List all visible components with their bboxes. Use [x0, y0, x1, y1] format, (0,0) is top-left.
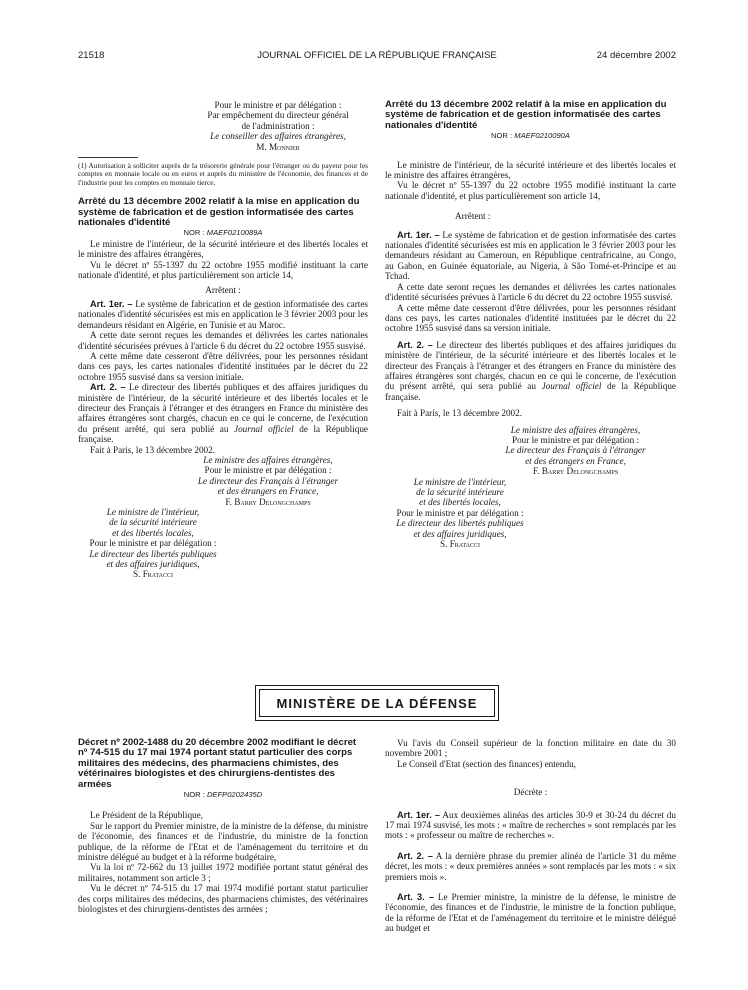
signature-line: Pour le ministre et par délégation : — [204, 465, 332, 476]
arrete-a-fait: Fait à Paris, le 13 décembre 2002. — [90, 444, 216, 455]
signature-line: et des étrangers en France, — [217, 486, 319, 497]
arrete-a-article-2: Art. 2. – Le directeur des libertés publiques et des affaires juridiques du ministère de l'intérieur, de la sécurité intérieure et des libertés locales et le directeur des Français à l'étranger et des étrangers en France du ministère des affaires étrangères sont chargés, chacun en ce qui le concerne, de l'exécution du présent arrêté, qui sera publié au Journal officiel de la République française. — [78, 382, 368, 445]
page-number: 21518 — [78, 50, 105, 61]
decret-vu-decret: Vu le décret nº 74-515 du 17 mai 1974 modifié portant statut particulier des corps militaires des médecins, des pharmaciens chimistes, des vétérinaires biologistes et des chirurgiens-dentistes des armées ; — [78, 883, 368, 915]
signatory-name: F. Barry Delongchamps — [532, 466, 619, 477]
arrete-b-arretent: Arrêtent : — [455, 211, 491, 222]
right-column-top — [385, 100, 676, 549]
decret-title: Décret nº 2002-1488 du 20 décembre 2002 modifiant le décret nº 74-515 du 17 mai 1974 portant statut particulier des corps militaires des médecins, des pharmaciens chimistes, des vétérinaires biologistes et des chirurgiens-dentistes des armées — [78, 737, 357, 790]
running-header — [78, 50, 676, 64]
closing-signature-block — [78, 100, 368, 152]
decret-conseil-etat: Le Conseil d'Etat (section des finances) entendu, — [397, 758, 576, 769]
signatory-name: F. Barry Delongchamps — [225, 496, 311, 507]
issue-date: 24 décembre 2002 — [596, 50, 676, 61]
arrete-b-vu: Vu le décret nº 55-1397 du 22 octobre 1955 modifié instituant la carte nationale d'identité, et plus particulièrement son article 14, — [385, 180, 676, 201]
arrete-a-arretent: Arrêtent : — [205, 284, 241, 295]
decret-vu-avis: Vu l'avis du Conseil supérieur de la fonction militaire en date du 30 novembre 2001 ; — [385, 738, 676, 759]
signature-line: Le ministre de l'intérieur, — [413, 476, 507, 487]
decret-article-3: Art. 3. – Le Premier ministre, la ministre de la défense, le ministre de l'économie, des finances et de l'industrie, le ministre de la fonction publique, de la réforme de l'Etat et de l'aménagement du territoire et le ministre délégué au budget et — [385, 892, 676, 934]
signature-line: de la sécurité intérieure — [416, 487, 504, 497]
signature-title: Le conseiller des affaires étrangères, — [210, 131, 346, 142]
signature-line: Pour le ministre et par délégation : — [396, 507, 524, 518]
arrete-a-article-1-para: A cette même date cesseront d'être délivrées, pour les personnes résidant dans ces pays, les cartes nationales d'identité instituées par le décret du 22 octobre 1955 susvisé dans sa version initiale. — [78, 350, 368, 382]
arrete-a-preamble: Le ministre de l'intérieur, de la sécurité intérieure et des libertés locales et le ministre des affaires étrangères, — [78, 238, 368, 260]
arrete-b-preamble: Le ministre de l'intérieur, de la sécurité intérieure et des libertés locales et le ministre des affaires étrangères, — [385, 159, 676, 181]
ministry-banner: MINISTÈRE DE LA DÉFENSE — [259, 689, 495, 717]
signatory-name: S. Fratacci — [132, 569, 173, 580]
right-column-bottom — [385, 738, 676, 934]
arrete-a-article-1: Art. 1er. – Le système de fabrication et de gestion informatisée des cartes nationales d'identité sécurisées est mis en application le 3 février 2003 pour les demandeurs résidant en Algérie, en Tunisie et au Maroc. — [78, 298, 369, 330]
signature-line: et des affaires juridiques, — [106, 559, 200, 570]
arrete-b-fait: Fait à Paris, le 13 décembre 2002. — [397, 408, 523, 419]
arrete-a-signature-mae — [78, 455, 368, 507]
arrete-b-article-2: Art. 2. – Le directeur des libertés publiques et des affaires juridiques du ministère de l'intérieur, de la sécurité intérieure et des libertés locales et le directeur des Français à l'étranger et des étrangers en France du ministère des affaires étrangères sont chargés, chacun en ce qui le concerne, de l'exécution du présent arrêté, qui sera publié au Journal officiel de la République française. — [385, 339, 677, 402]
decret-nor: NOR : DEFP0202435D — [183, 790, 263, 800]
arrete-a-title: Arrêté du 13 décembre 2002 relatif à la mise en application du système de fabrication et de gestion informatisée des cartes nationales d'identité — [78, 196, 360, 229]
signature-line: Pour le ministre et par délégation : — [511, 434, 640, 445]
decret-article-1: Art. 1er. – Aux deuxièmes alinéas des articles 30-9 et 30-24 du décret du 17 mai 1974 susvisé, les mots : « maître de recherches » sont remplacés par les mots : « professeur ou maître de recherches ». — [385, 809, 676, 841]
left-column-top — [78, 100, 368, 580]
signature-line: Le directeur des libertés publiques — [89, 548, 217, 559]
arrete-b-signature-interieur — [385, 477, 535, 550]
arrete-a-article-1-para: A cette date seront reçues les demandes et délivrées les cartes nationales d'identité sécurisées prévues à l'article 6 du décret du 22 octobre 1955 susvisé. — [78, 330, 368, 351]
arrete-b-signature-mae — [385, 425, 676, 477]
decret-decrete: Décrète : — [513, 787, 548, 798]
arrete-a-signature-interieur — [78, 507, 228, 580]
arrete-b-title: Arrêté du 13 décembre 2002 relatif à la mise en application du système de fabrication et de gestion informatisée des cartes nationales d'identité — [385, 99, 667, 131]
signature-line: Le directeur des libertés publiques — [396, 518, 524, 529]
signature-line: de la sécurité intérieure — [109, 517, 197, 528]
decret-vu-loi: Vu la loi nº 72-662 du 13 juillet 1972 modifiée portant statut général des militaires, notamment son article 3 ; — [78, 862, 368, 883]
signatory-name: S. Fratacci — [439, 539, 480, 550]
decret-president: Le Président de la République, — [90, 810, 204, 821]
arrete-b-article-1: Art. 1er. – Le système de fabrication et de gestion informatisée des cartes nationales d'identité sécurisées est mis en application le 3 février 2003 pour les demandeurs résidant au Cameroun, en République centrafricaine, au Congo, au Gabon, en Guinée équatoriale, au Nigeria, à São Tomé-et-Principe et au Tchad. — [385, 229, 676, 282]
arrete-a-nor: NOR : MAEF0210089A — [183, 228, 263, 238]
signature-line: Le ministre de l'intérieur, — [106, 507, 200, 518]
arrete-b-nor: NOR : MAEF0210090A — [491, 131, 570, 141]
signature-line: Le ministre des affaires étrangères, — [203, 455, 333, 465]
arrete-b-article-1-para: A cette même date cesseront d'être délivrées, pour les personnes résidant dans ces pays, les cartes nationales d'identité instituées par le décret du 22 octobre 1955 susvisé dans sa version initiale. — [385, 302, 676, 334]
footnote: (1) Autorisation à solliciter auprès de la trésorerie générale pour l'étranger ou du payeur pour les comptes en monnaie locale ou en euros et auprès du ministère de l'économie, des finances et de l'industrie pour les comptes en monnaie tierce. — [78, 161, 368, 187]
decret-article-2: Art. 2. – A la dernière phrase du premier alinéa de l'article 31 du même décret, les mots : « deux premières années » sont remplacés par les mots : « six premiers mois ». — [385, 850, 677, 882]
signature-line: et des affaires juridiques, — [413, 528, 507, 539]
signature-line: Par empêchement du directeur général — [207, 110, 349, 121]
arrete-b-article-1-para: A cette date seront reçues les demandes et délivrées les cartes nationales d'identité sécurisées prévues à l'article 6 du décret du 22 octobre 1955 susvisé. — [385, 281, 676, 303]
left-column-bottom — [78, 738, 368, 915]
journal-title: JOURNAL OFFICIEL DE LA RÉPUBLIQUE FRANÇAISE — [257, 50, 497, 61]
signature-line: Pour le ministre et par délégation : — [89, 538, 217, 549]
signatory-name: M. Monnier — [256, 141, 300, 152]
signature-line: et des étrangers en France, — [525, 455, 626, 466]
footnote-rule — [78, 157, 138, 158]
decret-rapport: Sur le rapport du Premier ministre, de la ministre de la défense, du ministre de l'économie, des finances et de l'industrie, du ministre de la fonction publique, de la réforme de l'Etat et de l'aménagement du territoire et du ministre délégué au budget et à la réforme budgétaire, — [78, 820, 368, 863]
signature-line: Le ministre des affaires étrangères, — [510, 424, 641, 435]
signature-line: Pour le ministre et par délégation : — [214, 100, 342, 110]
arrete-a-vu: Vu le décret nº 55-1397 du 22 octobre 1955 modifié instituant la carte nationale d'identité, et plus particulièrement son article 14, — [78, 259, 368, 281]
signature-line: de l'administration : — [241, 120, 315, 131]
signature-line: et des libertés locales, — [419, 497, 501, 508]
signature-line: Le directeur des Français à l'étranger — [505, 445, 646, 456]
signature-line: Le directeur des Français à l'étranger — [197, 475, 339, 486]
signature-line: et des libertés locales, — [112, 527, 194, 538]
